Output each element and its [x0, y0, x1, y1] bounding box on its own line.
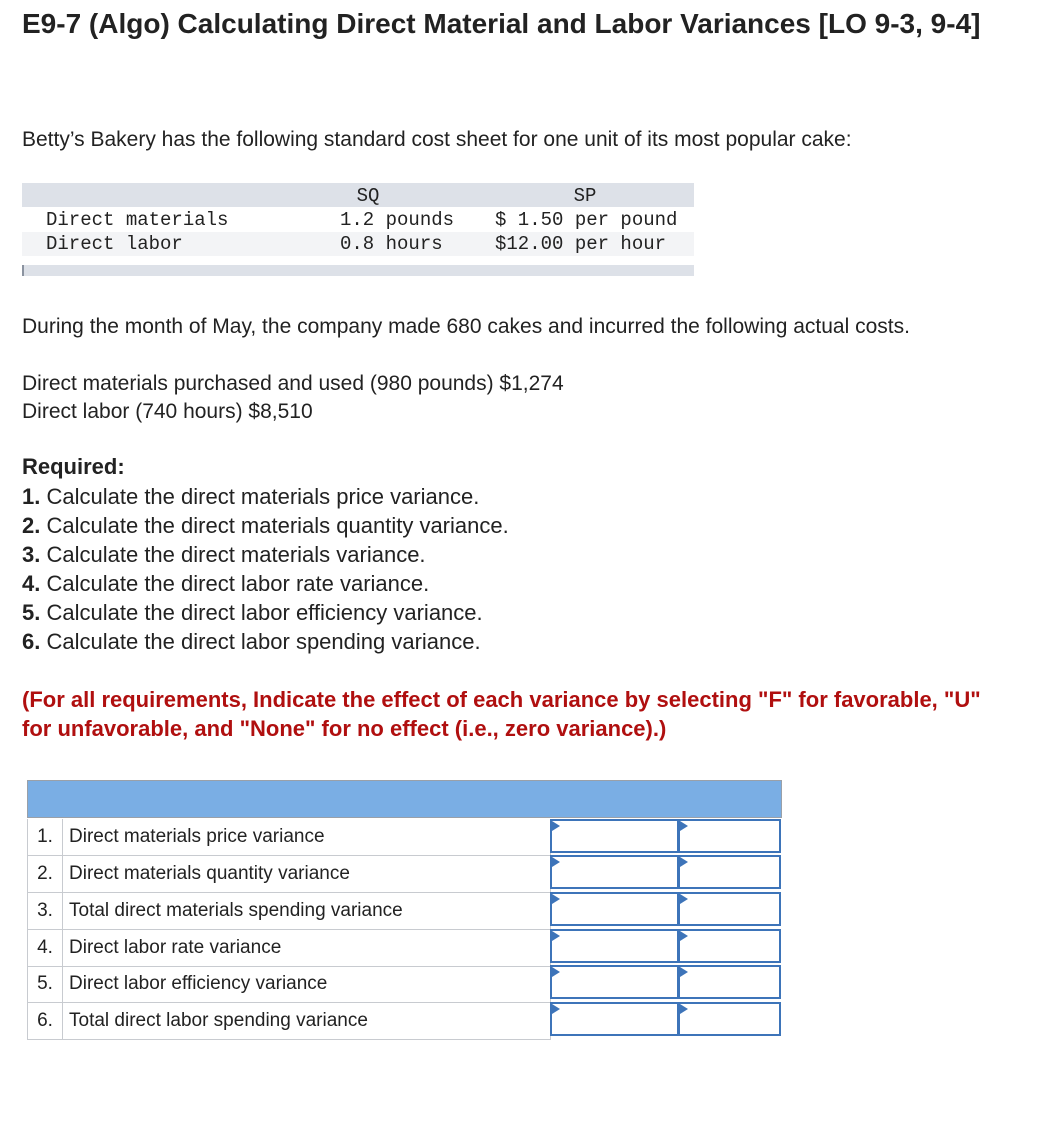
amount-input[interactable]	[550, 965, 679, 999]
cost-sheet-row-sq: 0.8 hours	[340, 233, 443, 255]
required-list	[22, 482, 509, 656]
item-number: 3.	[22, 542, 41, 567]
row-number: 3.	[27, 893, 63, 929]
table-row	[27, 1003, 551, 1040]
row-label: Direct materials price variance	[69, 826, 325, 847]
row-label: Total direct materials spending variance	[69, 900, 403, 921]
table-row	[27, 893, 551, 930]
dropdown-indicator-icon	[680, 967, 688, 977]
dropdown-indicator-icon	[680, 857, 688, 867]
item-number: 4.	[22, 571, 41, 596]
row-number: 2.	[27, 856, 63, 892]
item-text: Calculate the direct materials quantity variance.	[46, 513, 509, 538]
table-row	[27, 966, 551, 1003]
list-item	[22, 540, 509, 569]
may-description: During the month of May, the company made 680 cakes and incurred the following actual costs.	[22, 315, 910, 338]
item-number: 1.	[22, 484, 41, 509]
list-item	[22, 627, 509, 656]
item-text: Calculate the direct materials price variance.	[46, 484, 480, 509]
cost-sheet-row-sq: 1.2 pounds	[340, 209, 455, 231]
dropdown-indicator-icon	[552, 1004, 560, 1014]
row-number: 1.	[27, 819, 63, 855]
item-text: Calculate the direct labor rate variance.	[46, 571, 430, 596]
cost-sheet-row-label: Direct materials	[46, 209, 229, 231]
item-text: Calculate the direct materials variance.	[46, 542, 426, 567]
dropdown-indicator-icon	[680, 821, 688, 831]
table-row	[27, 819, 551, 856]
dropdown-indicator-icon	[552, 821, 560, 831]
row-label: Total direct labor spending variance	[69, 1010, 368, 1031]
answer-table-header	[27, 780, 782, 818]
item-text: Calculate the direct labor efficiency variance.	[46, 600, 483, 625]
amount-input[interactable]	[550, 929, 679, 963]
dropdown-indicator-icon	[552, 857, 560, 867]
list-item	[22, 482, 509, 511]
dropdown-indicator-icon	[680, 894, 688, 904]
row-label: Direct labor efficiency variance	[69, 973, 328, 994]
row-label: Direct labor rate variance	[69, 937, 282, 958]
standard-cost-sheet	[22, 183, 694, 276]
list-item	[22, 511, 509, 540]
item-number: 5.	[22, 600, 41, 625]
cost-sheet-footer	[22, 265, 694, 276]
effect-select[interactable]	[678, 855, 781, 889]
dropdown-indicator-icon	[680, 931, 688, 941]
row-number: 4.	[27, 930, 63, 966]
dropdown-indicator-icon	[552, 931, 560, 941]
cost-sheet-row-sp: $ 1.50 per pound	[495, 209, 678, 231]
table-row	[27, 930, 551, 967]
answer-table	[27, 780, 782, 1041]
list-item	[22, 569, 509, 598]
amount-input[interactable]	[550, 1002, 679, 1036]
cost-sheet-header-sq: SQ	[356, 185, 380, 207]
amount-input[interactable]	[550, 855, 679, 889]
instruction-note: (For all requirements, Indicate the effect of each variance by selecting "F" for favorable, "U" for unfavorable, and "None" for no effect (i.e., zero variance).)	[22, 687, 981, 741]
effect-select[interactable]	[678, 892, 781, 926]
row-number: 5.	[27, 966, 63, 1002]
cost-sheet-header-sp: SP	[573, 185, 597, 207]
cost-sheet-row-label: Direct labor	[46, 233, 183, 255]
item-number: 2.	[22, 513, 41, 538]
item-text: Calculate the direct labor spending variance.	[46, 629, 481, 654]
effect-select[interactable]	[678, 819, 781, 853]
amount-input[interactable]	[550, 892, 679, 926]
intro-text: Betty’s Bakery has the following standard cost sheet for one unit of its most popular cake:	[22, 128, 852, 151]
row-label: Direct materials quantity variance	[69, 863, 350, 884]
table-row	[27, 856, 551, 893]
list-item	[22, 598, 509, 627]
materials-actual: Direct materials purchased and used (980 pounds) $1,274	[22, 372, 564, 395]
dropdown-indicator-icon	[552, 967, 560, 977]
effect-select[interactable]	[678, 965, 781, 999]
page-title: E9-7 (Algo) Calculating Direct Material and Labor Variances [LO 9-3, 9-4]	[22, 8, 981, 39]
labor-actual: Direct labor (740 hours) $8,510	[22, 400, 313, 423]
cost-sheet-row-sp: $12.00 per hour	[495, 233, 667, 255]
required-heading: Required:	[22, 454, 125, 479]
dropdown-indicator-icon	[680, 1004, 688, 1014]
effect-select[interactable]	[678, 929, 781, 963]
amount-input[interactable]	[550, 819, 679, 853]
effect-select[interactable]	[678, 1002, 781, 1036]
dropdown-indicator-icon	[552, 894, 560, 904]
row-number: 6.	[27, 1003, 63, 1039]
item-number: 6.	[22, 629, 41, 654]
